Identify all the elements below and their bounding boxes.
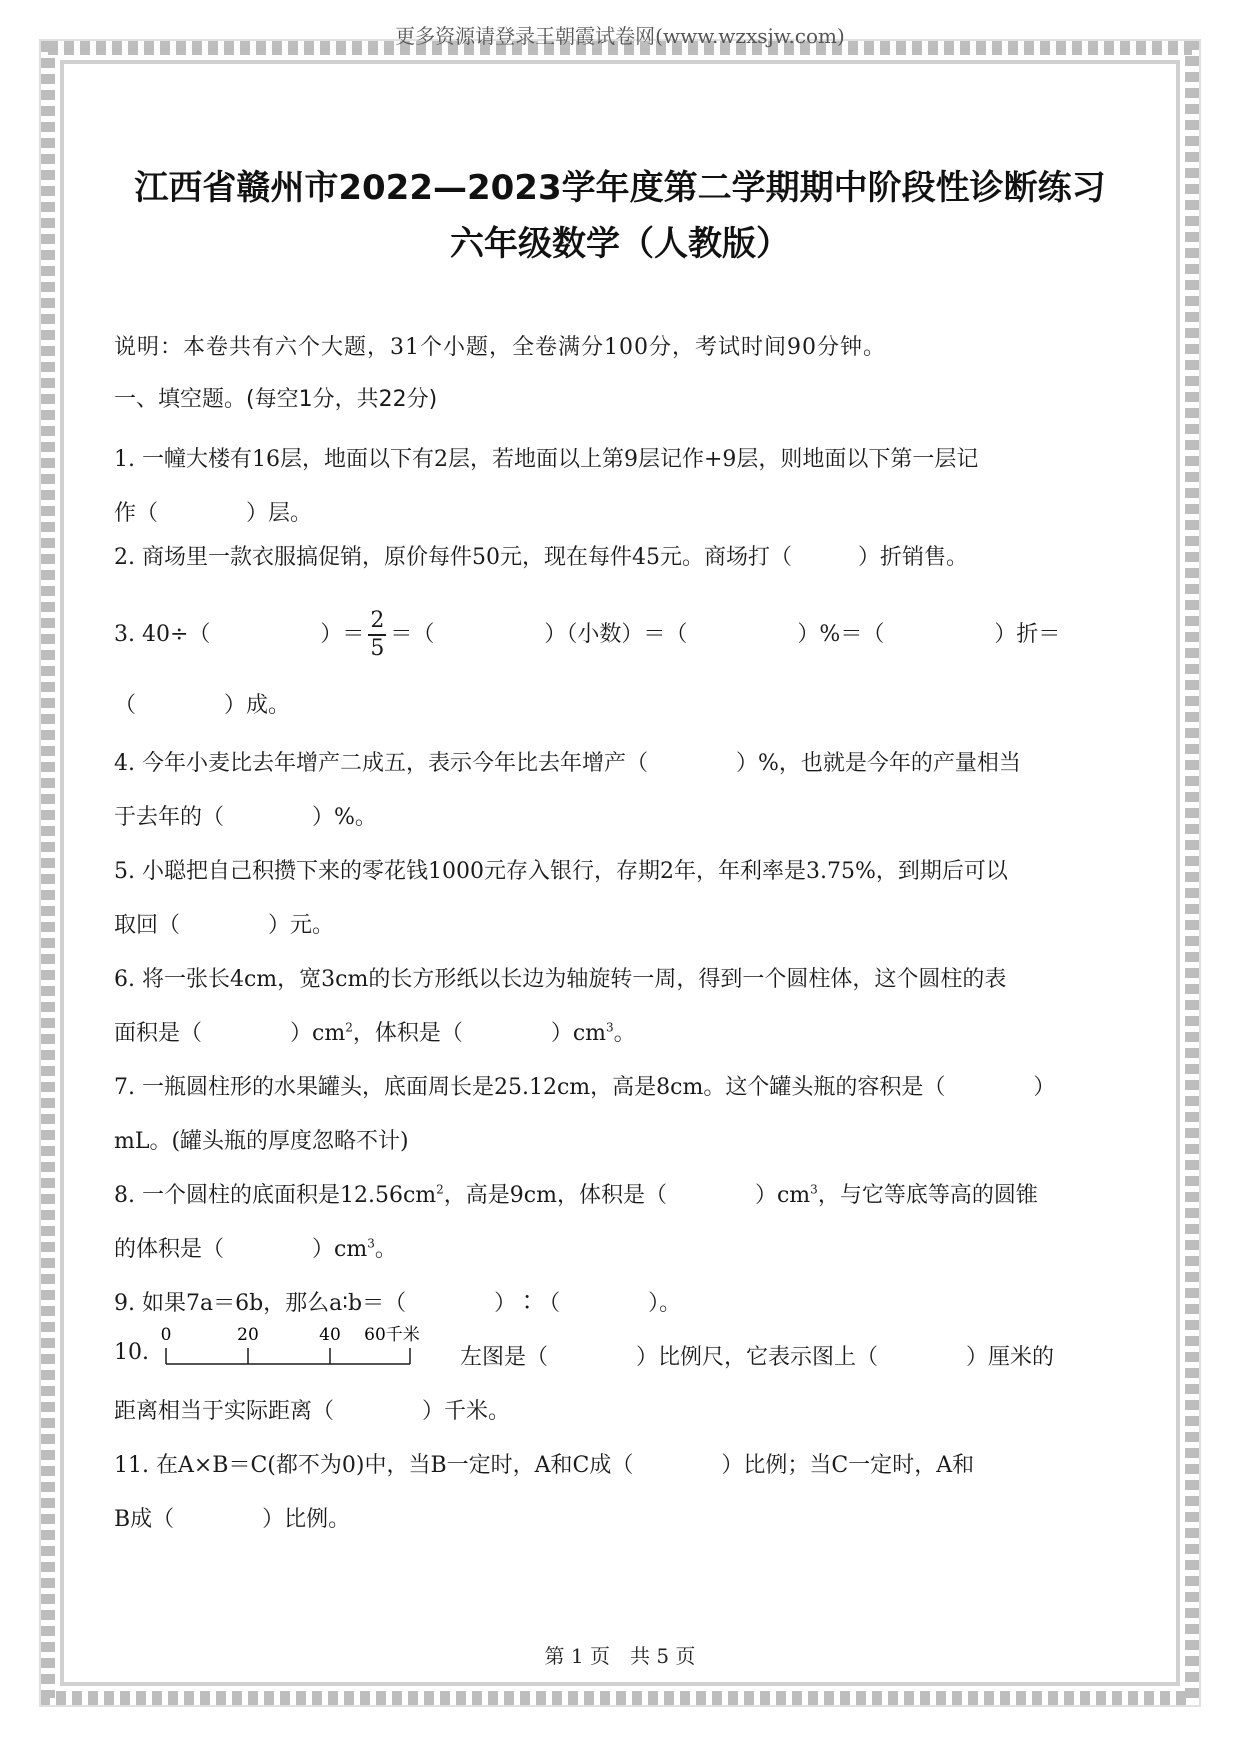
q6-pre: 面积是（ ）cm bbox=[114, 1021, 346, 1046]
question-8 bbox=[114, 1178, 1038, 1209]
scale-label-40: 40 bbox=[319, 1325, 341, 1345]
q3-post: ＝（ ）（小数）＝（ ）%＝（ ）折＝ bbox=[390, 622, 1061, 647]
question-11: 11. 在A×B＝C(都不为0)中，当B一定时，A和C成（ ）比例；当C一定时，A和 bbox=[114, 1453, 975, 1478]
question-8-cont bbox=[114, 1232, 397, 1263]
question-1: 1. 一幢大楼有16层，地面以下有2层，若地面以上第9层记作+9层，则地面以下第一层记 bbox=[114, 447, 979, 472]
question-11-cont: B成（ ）比例。 bbox=[114, 1507, 351, 1532]
question-6-cont bbox=[114, 1016, 636, 1047]
question-3 bbox=[114, 608, 1060, 662]
question-10-number: 10. bbox=[114, 1340, 149, 1365]
question-1-cont: 作（ ）层。 bbox=[114, 501, 313, 526]
question-7-cont: mL。(罐头瓶的厚度忽略不计) bbox=[114, 1129, 409, 1154]
question-4: 4. 今年小麦比去年增产二成五，表示今年比去年增产（ ）%，也就是今年的产量相当 bbox=[114, 751, 1021, 776]
q8-pre: 8. 一个圆柱的底面积是12.56cm bbox=[114, 1183, 437, 1208]
scale-label-60: 60千米 bbox=[364, 1325, 420, 1345]
q8-sup1: 2 bbox=[436, 1182, 444, 1197]
section-heading: 一、填空题。(每空1分，共22分) bbox=[114, 387, 438, 412]
fraction-numerator: 2 bbox=[368, 608, 386, 636]
page-footer: 第 1 页 共 5 页 bbox=[544, 1644, 696, 1668]
q8-end: ，与它等底等高的圆锥 bbox=[817, 1183, 1038, 1208]
question-4-cont: 于去年的（ ）%。 bbox=[114, 805, 377, 830]
fraction-denominator: 5 bbox=[370, 636, 385, 661]
q6-sup2: 3 bbox=[606, 1020, 614, 1035]
fraction bbox=[368, 608, 386, 662]
question-7: 7. 一瓶圆柱形的水果罐头，底面周长是25.12cm，高是8cm。这个罐头瓶的容积是（ ） bbox=[114, 1075, 1056, 1100]
scale-label-0: 0 bbox=[160, 1325, 172, 1345]
q6-mid: ，体积是（ ）cm bbox=[352, 1021, 607, 1046]
q6-end: 。 bbox=[613, 1021, 636, 1046]
page-subtitle: 六年级数学（人教版） bbox=[450, 224, 790, 264]
question-10: 左图是（ ）比例尺，它表示图上（ ）厘米的 bbox=[460, 1345, 1055, 1370]
q8b-sup: 3 bbox=[367, 1236, 375, 1251]
q3-pre: 3. 40÷（ ）＝ bbox=[114, 622, 365, 647]
page-title: 江西省赣州市2022—2023学年度第二学期期中阶段性诊断练习 bbox=[134, 168, 1106, 208]
scale-bar bbox=[160, 1322, 420, 1382]
q6-sup1: 2 bbox=[345, 1020, 353, 1035]
q8-mid: ，高是9cm，体积是（ ）cm bbox=[443, 1183, 811, 1208]
question-6: 6. 将一张长4cm，宽3cm的长方形纸以长边为轴旋转一周，得到一个圆柱体，这个圆柱的表 bbox=[114, 967, 1007, 992]
question-5-cont: 取回（ ）元。 bbox=[114, 913, 335, 938]
instructions: 说明：本卷共有六个大题，31个小题，全卷满分100分，考试时间90分钟。 bbox=[114, 335, 886, 360]
question-10-cont: 距离相当于实际距离（ ）千米。 bbox=[114, 1399, 511, 1424]
header-note: 更多资源请登录王朝霞试卷网(www.wzxsjw.com) bbox=[395, 24, 845, 48]
scale-label-20: 20 bbox=[237, 1325, 259, 1345]
question-9: 9. 如果7a＝6b，那么a∶b＝（ ）∶（ ）。 bbox=[114, 1291, 682, 1316]
q8b-pre: 的体积是（ ）cm bbox=[114, 1237, 368, 1262]
question-3-cont: （ ）成。 bbox=[114, 693, 291, 718]
question-5: 5. 小聪把自己积攒下来的零花钱1000元存入银行，存期2年，年利率是3.75%，到期后可以 bbox=[114, 859, 1008, 884]
q8b-end: 。 bbox=[374, 1237, 397, 1262]
q8-sup2: 3 bbox=[810, 1182, 818, 1197]
question-2: 2. 商场里一款衣服搞促销，原价每件50元，现在每件45元。商场打（ ）折销售。 bbox=[114, 545, 968, 570]
